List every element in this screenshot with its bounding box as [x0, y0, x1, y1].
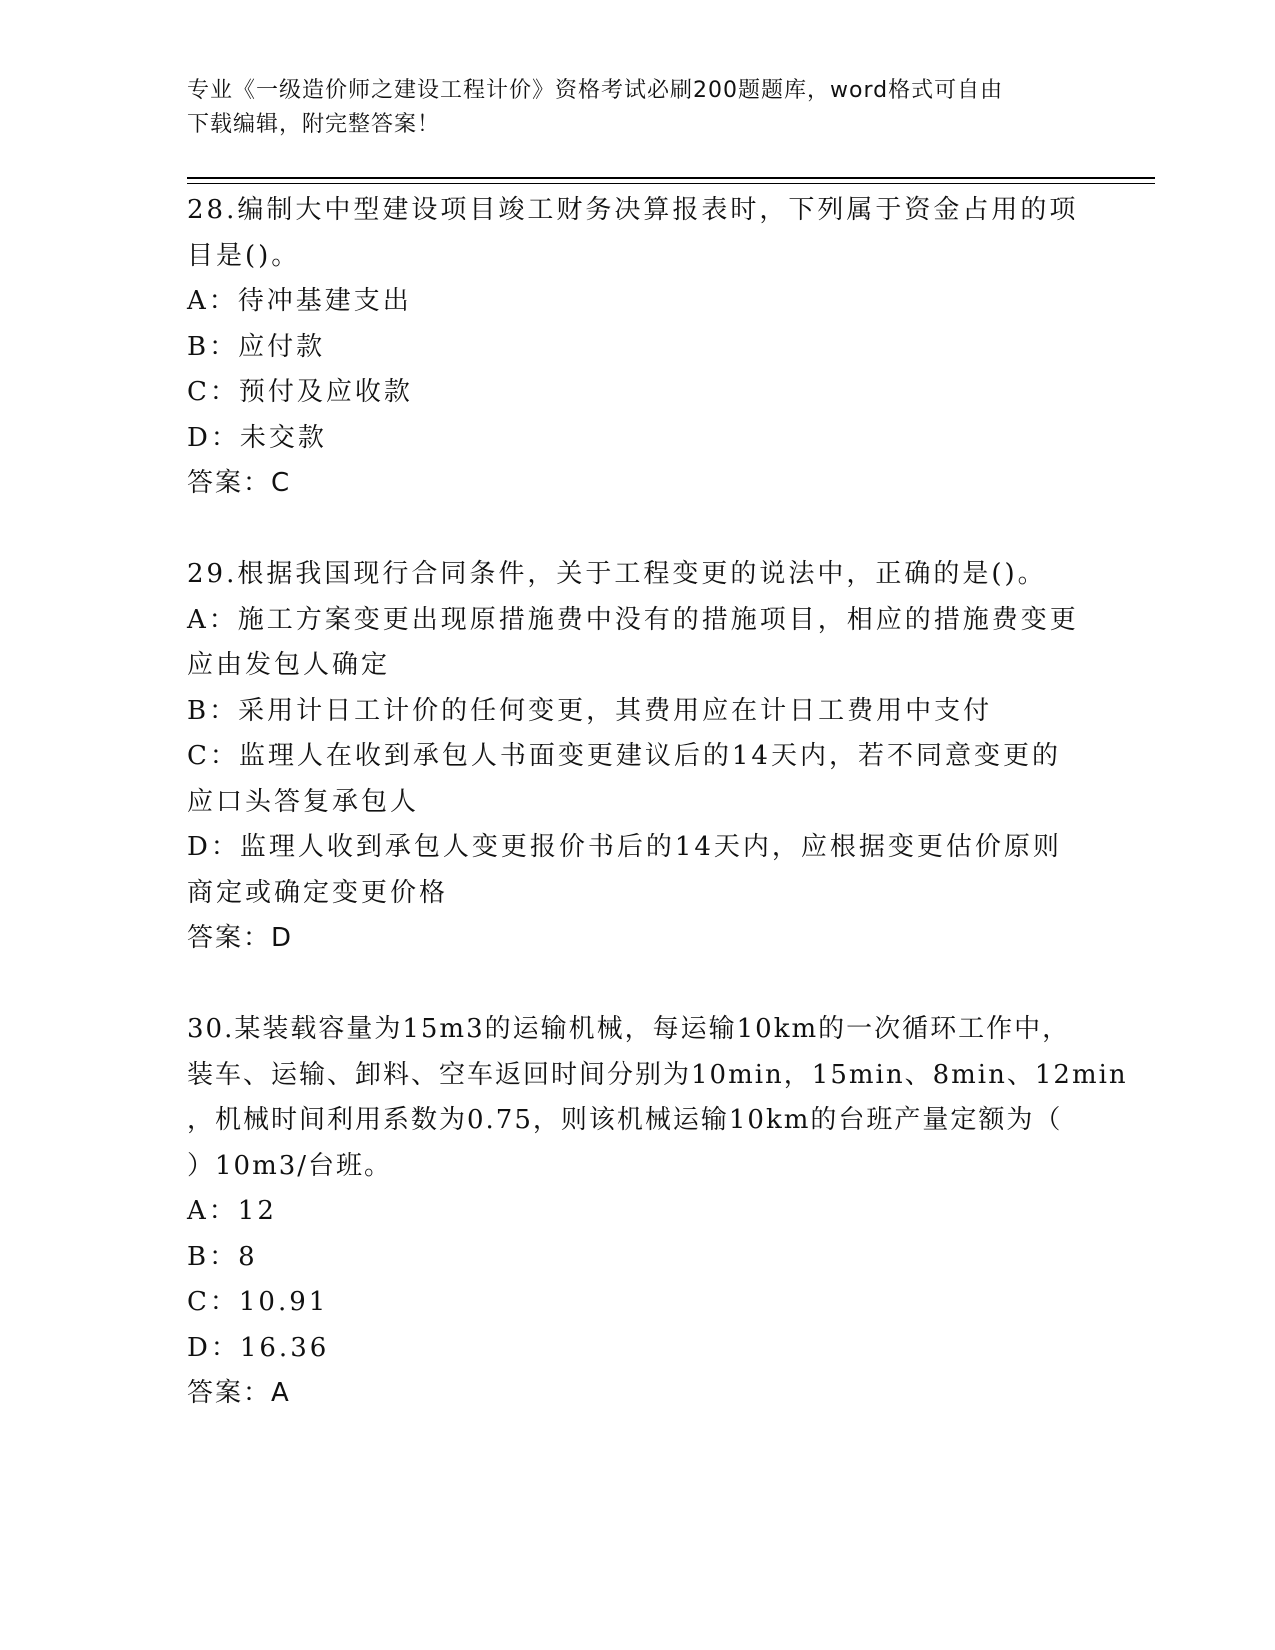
question-stem: ）10m3/台班。: [187, 1150, 393, 1181]
option-d-continued: 商定或确定变更价格: [187, 877, 449, 908]
option-c: C：监理人在收到承包人书面变更建议后的14天内，若不同意变更的: [187, 741, 1061, 771]
answer-line: 答案：A: [187, 1378, 291, 1408]
question-spacer: [187, 962, 1087, 1008]
question-28: [187, 188, 1087, 507]
question-stem: 30.某装载容量为15m3的运输机械，每运输10km的一次循环工作中，: [187, 1014, 1071, 1044]
answer-line: 答案：C: [187, 468, 292, 498]
header-line-2: 下载编辑，附完整答案！: [187, 112, 441, 137]
question-list: [187, 188, 1128, 1417]
question-stem: 29.根据我国现行合同条件，关于工程变更的说法中，正确的是()。: [187, 559, 1047, 589]
question-stem: 28.编制大中型建设项目竣工财务决算报表时，下列属于资金占用的项: [187, 195, 1079, 225]
header-divider-thin: [187, 183, 1155, 184]
option-a: A：施工方案变更出现原措施费中没有的措施项目，相应的措施费变更: [187, 604, 1079, 635]
option-b: B：8: [187, 1241, 258, 1272]
question-30: [187, 1007, 1128, 1417]
option-d: D：16.36: [187, 1332, 330, 1363]
header-line-1: 专业《一级造价师之建设工程计价》资格考试必刷200题题库，word格式可自由: [187, 78, 1004, 103]
question-stem: 装车、运输、卸料、空车返回时间分别为10min，15min、8min、12min: [187, 1059, 1128, 1090]
option-c-continued: 应口头答复承包人: [187, 786, 420, 817]
answer-line: 答案：D: [187, 923, 294, 953]
question-stem: ，机械时间利用系数为0.75，则该机械运输10km的台班产量定额为（: [187, 1105, 1063, 1135]
option-a-continued: 应由发包人确定: [187, 650, 391, 680]
document-header: [187, 74, 1067, 142]
question-29: [187, 552, 1087, 962]
question-stem: 目是()。: [187, 240, 301, 271]
question-spacer: [187, 507, 1087, 553]
header-divider-thick: [187, 177, 1155, 179]
option-c: C：10.91: [187, 1287, 329, 1317]
option-b: B：采用计日工计价的任何变更，其费用应在计日工费用中支付: [187, 695, 993, 726]
option-a: A：待冲基建支出: [187, 286, 412, 316]
option-a: A：12: [187, 1196, 277, 1226]
option-d: D：未交款: [187, 422, 327, 453]
option-b: B：应付款: [187, 331, 326, 362]
option-c: C：预付及应收款: [187, 377, 413, 407]
option-d: D：监理人收到承包人变更报价书后的14天内，应根据变更估价原则: [187, 832, 1062, 862]
